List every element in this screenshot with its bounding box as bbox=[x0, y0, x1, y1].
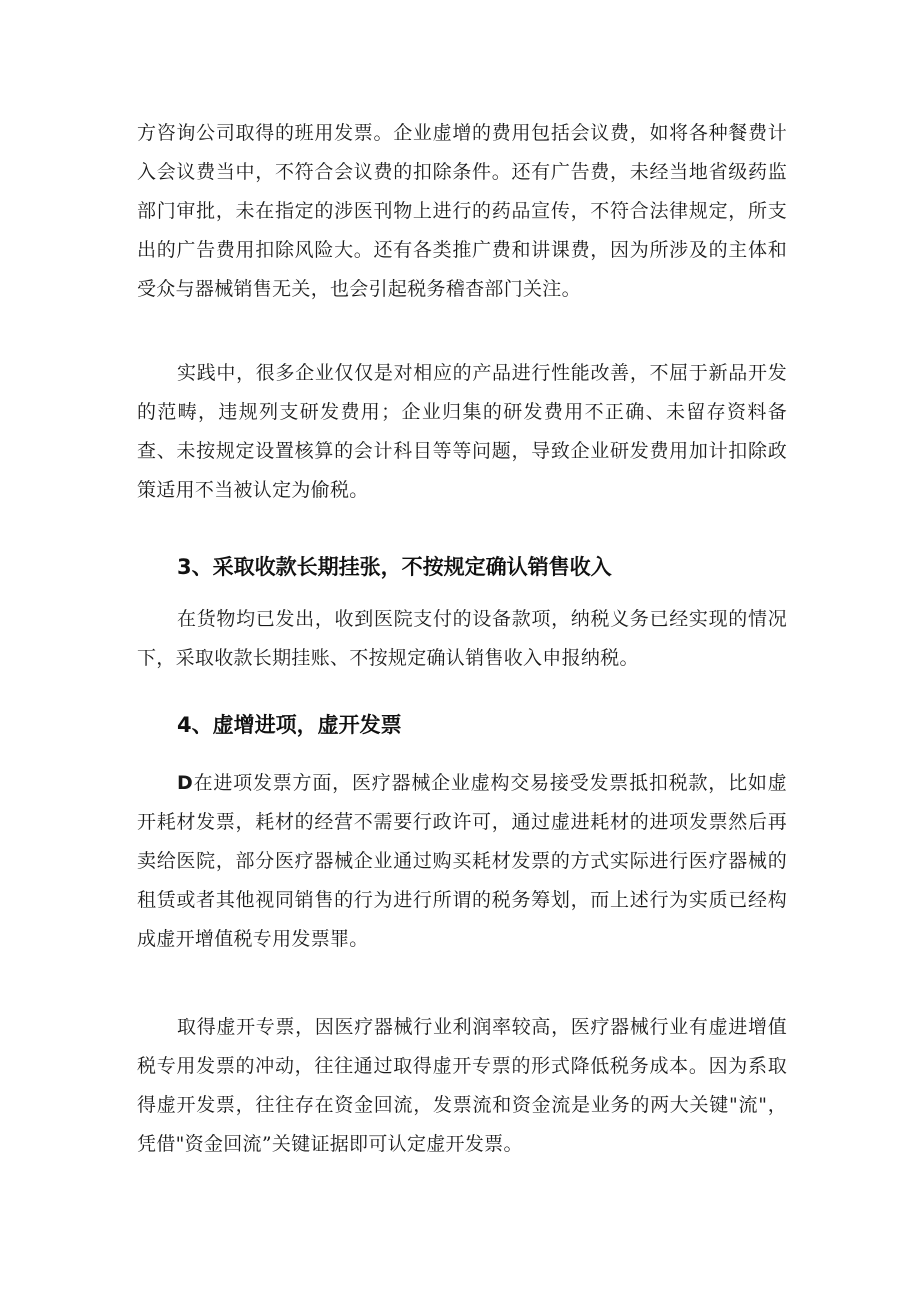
paragraph-false-invoices: 取得虚开专票，因医疗器械行业利润率较高，医疗器械行业有虚进增值税专用发票的冲动，往往通过取得虚开专票的形式降低税务成本。因为系取得虚开发票，往往存在资金回流，发票流和资金流是业务的两大关键"流"，凭借"资金回流”关键证据即可认定虚开发票。 bbox=[137, 1016, 787, 1155]
section-heading-3: 3、采取收款长期挂张，不按规定确认销售收入 bbox=[177, 555, 612, 579]
paragraph-rd-expenses: 实践中，很多企业仅仅是对相应的产品进行性能改善，不屈于新品开发的范畴，违规列支研发费用；企业归集的研发费用不正确、未留存资料备查、未按规定设置核算的会计科目等等问题，导致企业研发费用加计扣除政策适用不当被认定为偷税。 bbox=[137, 362, 787, 501]
paragraph-input-invoices-text: 在进项发票方面，医疗器械企业虚构交易接受发票抵扣税款，比如虚开耗材发票，耗材的经营不需要行政许可，通过虚进耗材的进项发票然后再卖给医院，部分医疗器械企业通过购买耗材发票的方式实际进行医疗器械的租赁或者其他视同销售的行为进行所谓的税务筹划，而上述行为实质已经构成虚开增值税专用发票罪。 bbox=[137, 772, 787, 950]
paragraph-expense-inflation: 方咨询公司取得的班用发票。企业虚增的费用包括会议费，如将各种餐费计入会议费当中，不符合会议费的扣除条件。还有广告费，未经当地省级药监部门审批，未在指定的涉医刊物上进行的药品宣传，不符合法律规定，所支出的广告费用扣除风险大。还有各类推广费和讲课费，因为所涉及的主体和受众与器械销售无关，也会引起税务稽杳部门关注。 bbox=[137, 122, 787, 300]
paragraph-lead-mark: D bbox=[177, 772, 194, 794]
paragraph-revenue-recognition: 在货物均已发出，收到医院支付的设备款项，纳税义务已经实现的情况下，采取收款长期挂账、不按规定确认销售收入申报纳税。 bbox=[137, 608, 787, 669]
paragraph-input-invoices bbox=[137, 764, 787, 959]
section-heading-4: 4、虚增进项，虚开发票 bbox=[177, 713, 402, 737]
